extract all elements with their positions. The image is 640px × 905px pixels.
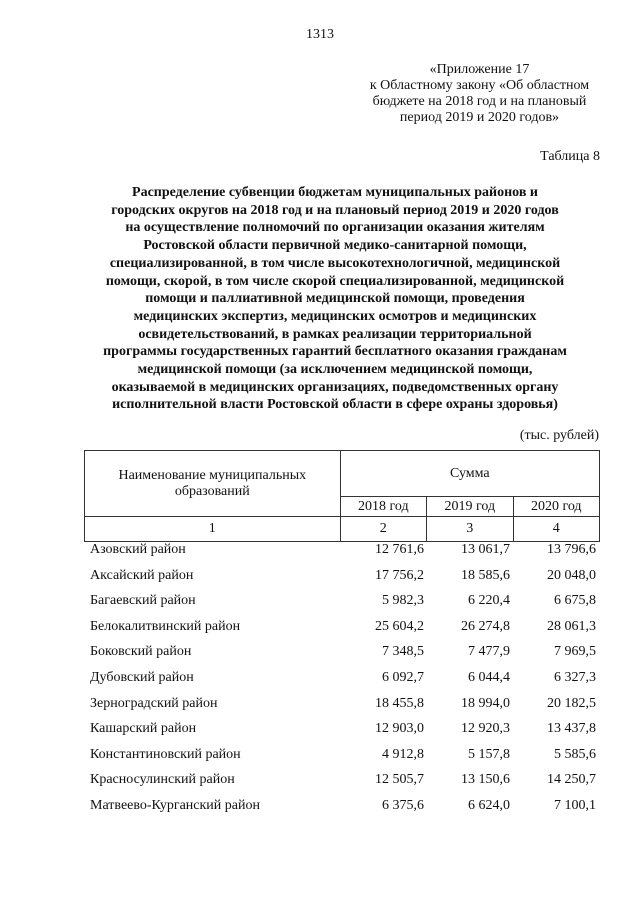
value-2019: 18 994,0	[461, 695, 510, 711]
value-2019: 6 624,0	[468, 797, 510, 813]
column-number: 3	[427, 517, 513, 542]
row-name: Аксайский район	[90, 567, 194, 583]
title-line: медицинской помощи (за исключением медицинской помощи,	[137, 362, 533, 378]
table-row	[84, 721, 600, 747]
units-label: (тыс. рублей)	[519, 428, 599, 443]
table-row	[84, 798, 600, 824]
row-name: Багаевский район	[90, 593, 196, 609]
value-2018: 12 761,6	[375, 542, 424, 557]
appendix-line: «Приложение 17	[429, 62, 530, 77]
value-2019: 26 274,8	[461, 618, 510, 634]
value-2018: 6 375,6	[382, 797, 424, 813]
value-2020: 6 675,8	[554, 593, 596, 609]
title-line: помощи, скорой, в том числе скорой специализированной, медицинской	[105, 273, 565, 289]
value-2019: 13 150,6	[461, 772, 510, 788]
value-2020: 5 585,6	[554, 746, 596, 762]
title-line: оказываемой в медицинских организациях, подведомственных органу	[111, 379, 559, 395]
value-2019: 12 920,3	[461, 721, 510, 737]
title-line: Ростовской области первичной медико-санитарной помощи,	[143, 238, 527, 254]
value-2020: 14 250,7	[547, 772, 596, 788]
title-line: специализированной, в том числе высокотехнологичной, медицинской	[109, 255, 561, 271]
value-2018: 4 912,8	[382, 746, 424, 762]
header-year-2019: 2019 год	[427, 497, 513, 517]
value-2019: 6 220,4	[468, 593, 510, 609]
header-sum-cell: Сумма	[340, 451, 599, 497]
column-number: 2	[340, 517, 426, 542]
title-line: программы государственных гарантий бесплатного оказания гражданам	[103, 344, 567, 360]
value-2019: 7 477,9	[468, 644, 510, 660]
row-name: Константиновский район	[90, 746, 241, 762]
value-2018: 18 455,8	[375, 695, 424, 711]
value-2019: 6 044,4	[468, 669, 510, 685]
value-2018: 6 092,7	[382, 669, 424, 685]
table-row	[84, 593, 600, 619]
value-2020: 6 327,3	[554, 669, 596, 685]
document-title	[60, 184, 610, 414]
title-line: освидетельствований, в рамках реализации территориальной	[138, 326, 532, 342]
appendix-line: период 2019 и 2020 годов»	[399, 110, 560, 125]
value-2019: 18 585,6	[461, 567, 510, 583]
value-2020: 13 796,6	[547, 542, 596, 557]
table-row	[84, 747, 600, 773]
value-2018: 12 903,0	[375, 721, 424, 737]
value-2018: 7 348,5	[382, 644, 424, 660]
appendix-line: бюджете на 2018 год и на плановый	[372, 94, 587, 109]
row-name: Боковский район	[90, 644, 192, 660]
table-header	[84, 450, 600, 542]
row-name: Азовский район	[90, 542, 186, 557]
table-row	[84, 568, 600, 594]
header-year-2018: 2018 год	[340, 497, 426, 517]
value-2020: 13 437,8	[547, 721, 596, 737]
value-2018: 17 756,2	[375, 567, 424, 583]
title-line: исполнительной власти Ростовской области в сфере охраны здоровья)	[112, 397, 558, 413]
table-row	[84, 772, 600, 798]
table-row	[84, 619, 600, 645]
header-name-line: образований	[174, 483, 250, 499]
title-line: на осуществление полномочий по организации оказания жителям	[125, 220, 545, 236]
title-line: Распределение субвенции бюджетам муниципальных районов и	[132, 185, 538, 200]
value-2018: 25 604,2	[375, 618, 424, 634]
row-name: Дубовский район	[90, 669, 194, 685]
appendix-line: к Областному закону «Об областном	[369, 78, 590, 93]
row-name: Матвеево-Курганский район	[90, 797, 260, 813]
header-name-line: Наименование муниципальных	[118, 467, 307, 483]
value-2020: 20 048,0	[547, 567, 596, 583]
table-label: Таблица 8	[540, 149, 600, 164]
value-2020: 7 100,1	[554, 797, 596, 813]
row-name: Зерноградский район	[90, 695, 218, 711]
table-row	[84, 542, 600, 568]
value-2018: 5 982,3	[382, 593, 424, 609]
header-year-2020: 2020 год	[513, 497, 600, 517]
appendix-note	[352, 62, 607, 126]
table-row	[84, 644, 600, 670]
value-2019: 13 061,7	[461, 542, 510, 557]
value-2018: 12 505,7	[375, 772, 424, 788]
table-row	[84, 670, 600, 696]
value-2020: 20 182,5	[547, 695, 596, 711]
column-number: 1	[85, 517, 341, 542]
row-name: Белокалитвинский район	[90, 618, 241, 634]
row-name: Кашарский район	[90, 721, 197, 737]
page-number: 1313	[306, 27, 334, 42]
title-line: медицинских экспертиз, медицинских осмотров и медицинских	[133, 308, 537, 324]
title-line: помощи и паллиативной медицинской помощи, проведения	[145, 291, 525, 307]
value-2019: 5 157,8	[468, 746, 510, 762]
value-2020: 28 061,3	[547, 618, 596, 634]
header-name-cell	[85, 451, 341, 517]
value-2020: 7 969,5	[554, 644, 596, 660]
title-line: городских округов на 2018 год и на плановый период 2019 и 2020 годов	[111, 202, 559, 218]
table-body	[84, 542, 600, 824]
row-name: Красносулинский район	[90, 772, 235, 788]
column-number: 4	[513, 517, 600, 542]
table-row	[84, 696, 600, 722]
